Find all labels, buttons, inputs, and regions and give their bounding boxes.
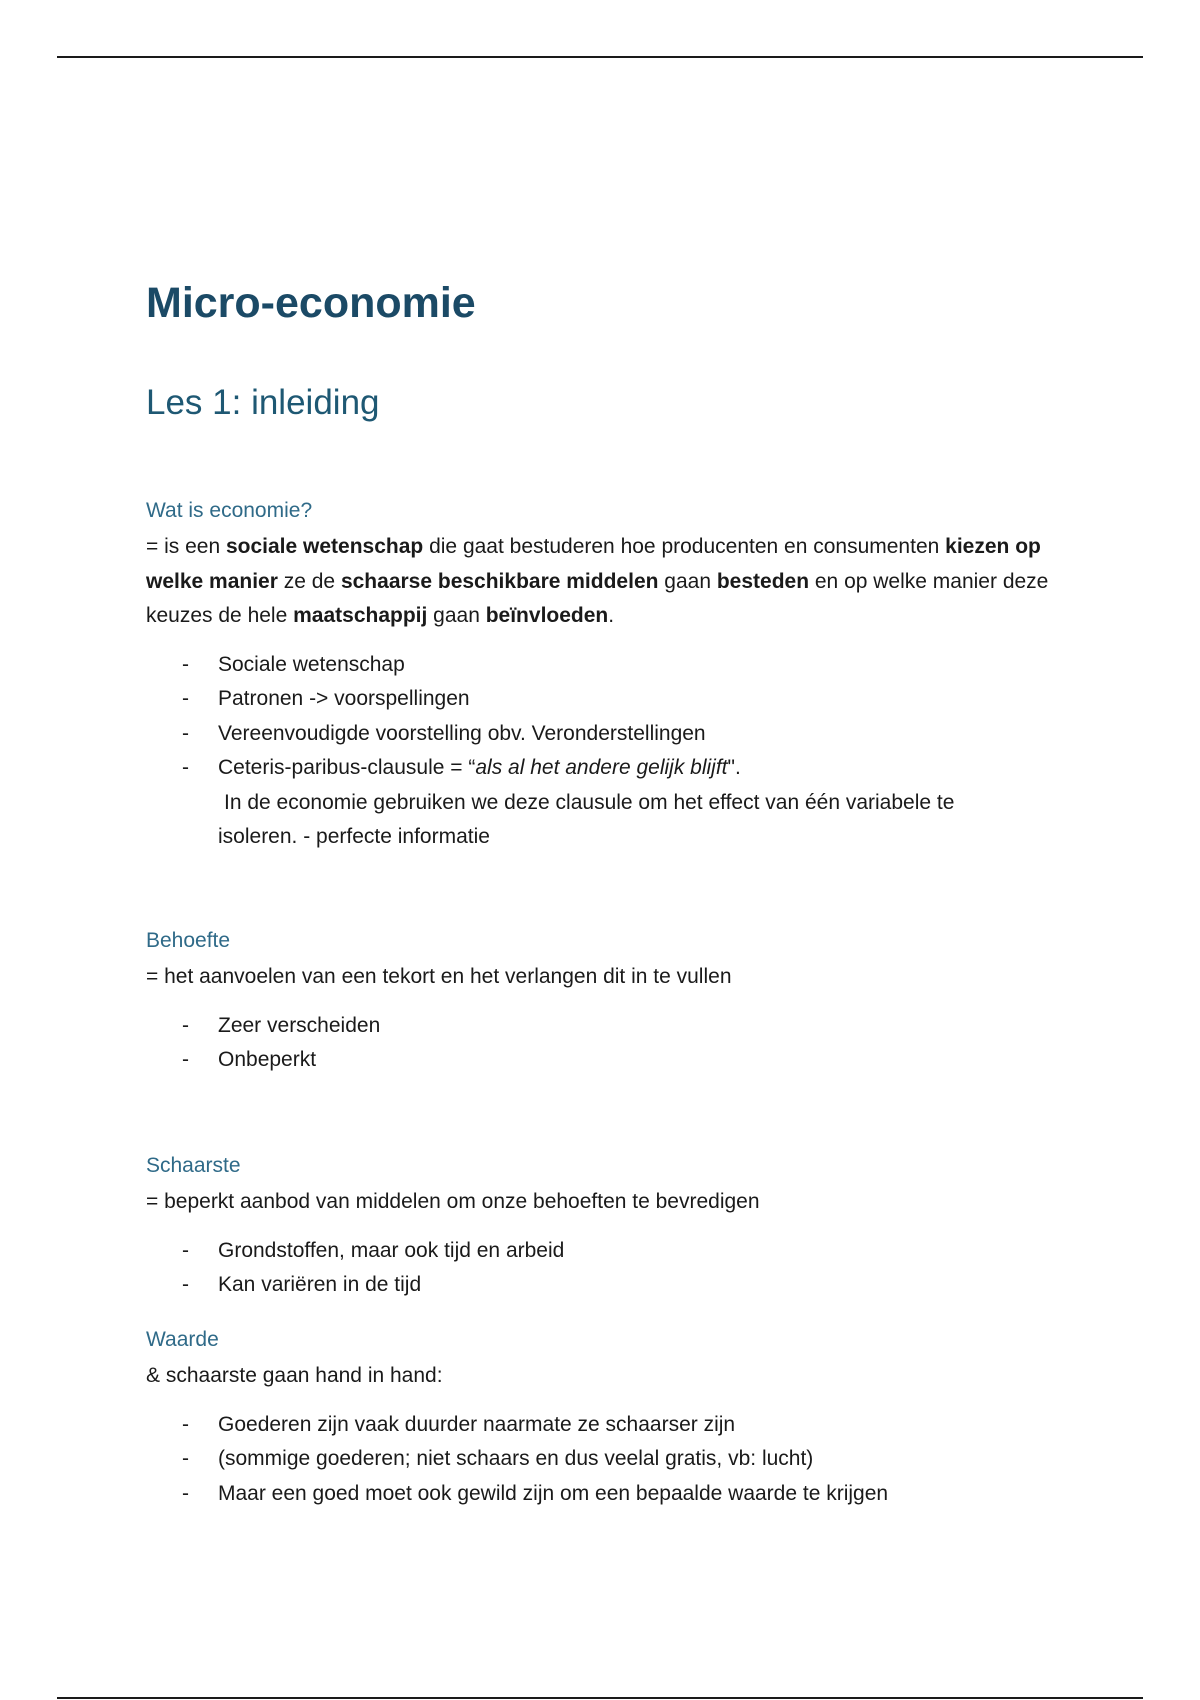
list-item: - Sociale wetenschap: [146, 648, 1086, 683]
document-title: Micro-economie: [146, 279, 476, 327]
list-item-ceteris-paribus: - Ceteris-paribus-clausule = “als al het andere gelijk blijft". In de economie gebruiken we deze clausule om het effect van één variabele te isoleren. - perfecte informatie: [146, 751, 1086, 855]
bullet-list: [146, 1009, 1086, 1078]
list-item: - Maar een goed moet ook gewild zijn om een bepaalde waarde te krijgen: [146, 1477, 1086, 1512]
list-item: - Goederen zijn vaak duurder naarmate ze schaarser zijn: [146, 1408, 1086, 1443]
dash-bullet: -: [182, 1412, 189, 1436]
dash-bullet: -: [182, 1481, 189, 1505]
dash-bullet: -: [182, 652, 189, 676]
section-waarde: [146, 1324, 1086, 1511]
section-heading: Wat is economie?: [146, 499, 313, 522]
dash-bullet: -: [182, 1048, 189, 1071]
section-heading: Waarde: [146, 1328, 219, 1351]
definition-paragraph: & schaarste gaan hand in hand:: [146, 1364, 443, 1387]
definition-paragraph: = is een sociale wetenschap die gaat bestuderen hoe producenten en consumenten kiezen op welke manier ze de schaarse beschikbare middelen gaan besteden en op welke manier deze keuzes de hele maatschappij gaan beïnvloeden.: [146, 535, 1049, 627]
definition-paragraph: = beperkt aanbod van middelen om onze behoeften te bevredigen: [146, 1190, 760, 1213]
section-heading: Schaarste: [146, 1154, 241, 1177]
top-rule: [57, 56, 1143, 58]
list-item: - Grondstoffen, maar ook tijd en arbeid: [146, 1234, 1086, 1269]
list-item: - Patronen -> voorspellingen: [146, 682, 1086, 717]
dash-bullet: -: [182, 721, 189, 745]
section-economie: [146, 495, 1086, 855]
list-item: - (sommige goederen; niet schaars en dus veelal gratis, vb: lucht): [146, 1442, 1086, 1477]
list-item: - Zeer verscheiden: [146, 1009, 1086, 1044]
list-item: - Kan variëren in de tijd: [146, 1268, 1086, 1303]
dash-bullet: -: [182, 756, 189, 779]
lesson-subtitle: Les 1: inleiding: [146, 383, 380, 422]
bullet-list: [146, 1234, 1086, 1303]
definition-paragraph: = het aanvoelen van een tekort en het verlangen dit in te vullen: [146, 965, 732, 988]
dash-bullet: -: [182, 687, 189, 710]
list-item: - Vereenvoudigde voorstelling obv. Veronderstellingen: [146, 717, 1086, 752]
section-schaarste: [146, 1150, 1086, 1303]
dash-bullet: -: [182, 1447, 189, 1470]
bottom-rule: [57, 1697, 1143, 1699]
bullet-list: [146, 648, 1086, 855]
dash-bullet: -: [182, 1013, 189, 1037]
list-item: - Onbeperkt: [146, 1043, 1086, 1078]
dash-bullet: -: [182, 1273, 189, 1296]
bullet-list: [146, 1408, 1086, 1512]
section-heading: Behoefte: [146, 929, 231, 952]
dash-bullet: -: [182, 1238, 189, 1262]
section-behoefte: [146, 925, 1086, 1078]
